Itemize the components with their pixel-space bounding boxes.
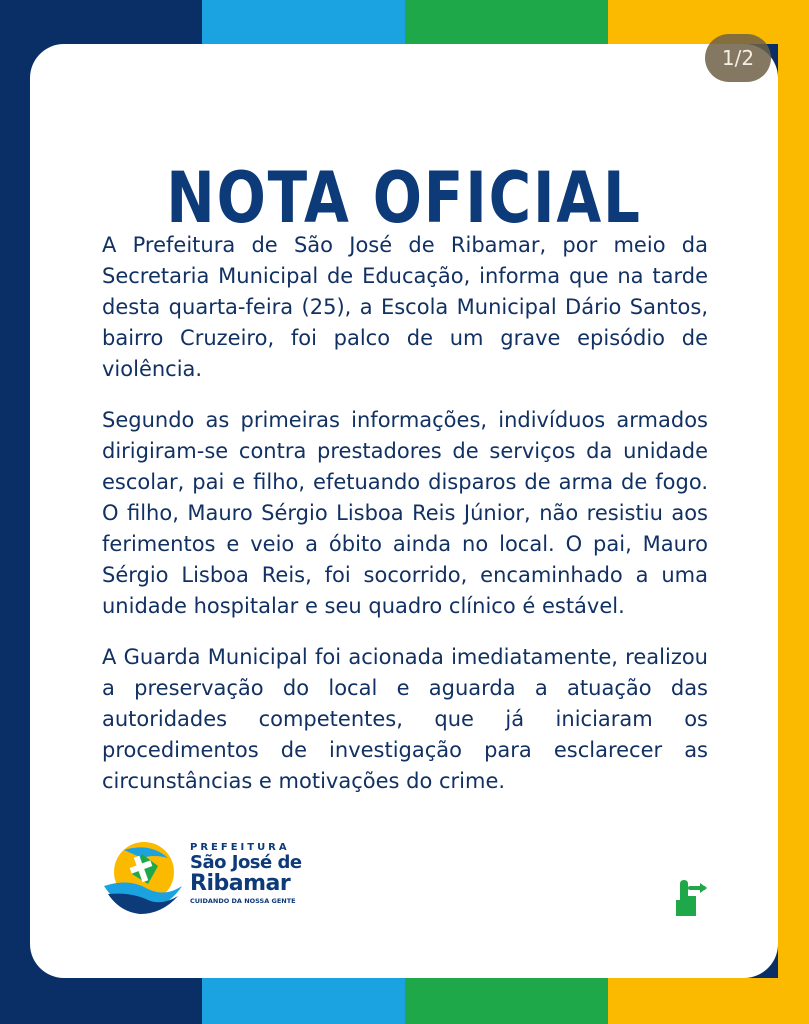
logo-line-sao-jose: São José de xyxy=(190,852,302,873)
border-right-yellow xyxy=(778,0,809,1024)
border-left-navy xyxy=(0,0,30,1024)
border-bottom-yellow xyxy=(608,978,809,1024)
border-bottom-navy xyxy=(0,978,202,1024)
logo-line-ribamar: Ribamar xyxy=(190,871,291,896)
paragraph-1: A Prefeitura de São José de Ribamar, por meio da Secretaria Municipal de Educação, informa que na tarde desta quarta-feira (25), a Escola Municipal Dário Santos, bairro Cruzeiro, foi palco de um grave episódio de violência. xyxy=(102,233,708,381)
logo-line-prefeitura: PREFEITURA xyxy=(190,842,290,853)
note-card xyxy=(30,44,778,978)
border-bottom-blue xyxy=(202,978,405,1024)
note-body xyxy=(102,230,708,817)
prefeitura-logo xyxy=(102,832,382,922)
page-counter: 1/2 xyxy=(705,34,771,82)
paragraph-2: Segundo as primeiras informações, indivíduos armados dirigiram-se contra prestadores de serviços da unidade escolar, pai e filho, efetuando disparos de arma de fogo. O filho, Mauro Sérgio Lisboa Reis Júnior, não resistiu aos ferimentos e veio a óbito ainda no local. O pai, Mauro Sérgio Lisboa Reis, foi socorrido, encaminhado a uma unidade hospitalar e seu quadro clínico é estável. xyxy=(102,408,708,618)
logo-tagline: CUIDANDO DA NOSSA GENTE xyxy=(190,897,296,905)
paragraph-3: A Guarda Municipal foi acionada imediatamente, realizou a preservação do local e aguarda a atuação das autoridades competentes, que já iniciaram os procedimentos de investigação para esclarecer as circunstâncias e motivações do crime. xyxy=(102,645,708,793)
share-hand-icon[interactable] xyxy=(670,878,710,918)
border-top-navy xyxy=(0,0,202,44)
border-bottom-green xyxy=(405,978,608,1024)
border-top-green xyxy=(405,0,608,44)
border-top-blue xyxy=(202,0,405,44)
page-title: NOTA OFICIAL xyxy=(166,156,642,239)
ribamar-logo-icon xyxy=(102,836,184,916)
logo-text xyxy=(190,842,302,905)
